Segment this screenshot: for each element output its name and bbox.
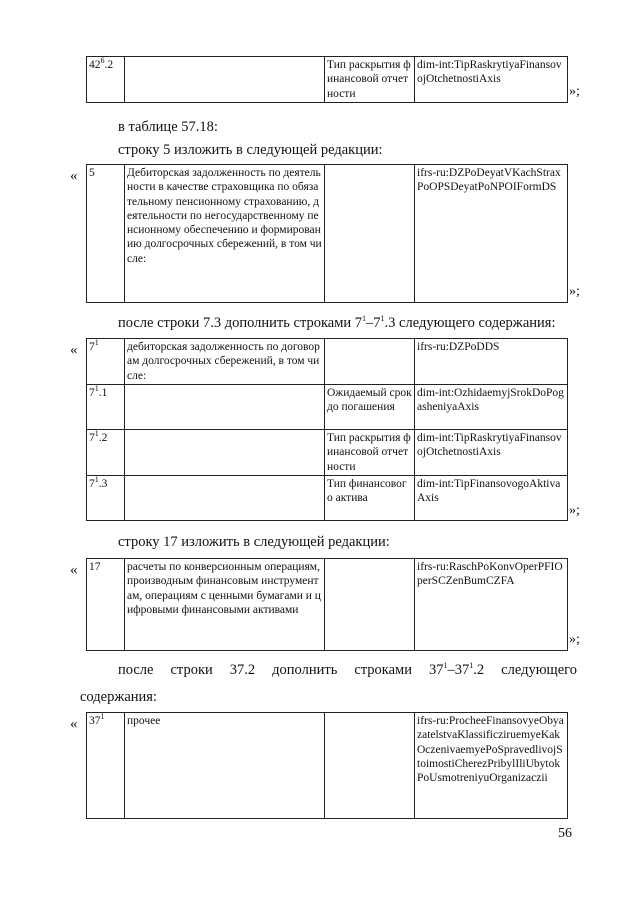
- element-code-cell: dim-int:TipRaskrytiyaFinansovojOtchetnostiAxis: [415, 57, 568, 103]
- closing-quote: »;: [569, 284, 580, 299]
- row-number-cell: $7^1$: [87, 339, 125, 385]
- axis-name-cell: Тип финансового актива: [325, 475, 415, 520]
- table-row: [87, 385, 568, 430]
- row-number-cell: $37^1$: [87, 713, 125, 819]
- table-rows-7-1: [86, 338, 568, 521]
- paragraph-table-ref: в таблице 57.18:: [118, 119, 218, 135]
- element-code-cell: ifrs-ru:DZPoDDS: [415, 339, 568, 385]
- table-row37-1: [86, 712, 568, 819]
- element-code-cell: dim-int:TipFinansovogoAktivaAxis: [415, 475, 568, 520]
- axis-name-cell: [325, 339, 415, 385]
- axis-name-cell: [325, 165, 415, 303]
- paragraph-row37-insert-instruction: после строки 37.2 дополнить строками $37^1-37^1.2$ следующего: [118, 661, 577, 678]
- element-code-cell: ifrs-ru:RaschPoKonvOperPFIOperSCZenBumCZFA: [415, 559, 568, 651]
- row-number-cell: $7^1.3$: [87, 475, 125, 520]
- element-code-cell: ifrs-ru:DZPoDeyatVKachStraxPoOPSDeyatPoNPOIFormDS: [415, 165, 568, 303]
- table-row: [87, 559, 568, 651]
- table-row: [87, 339, 568, 385]
- closing-quote: »;: [569, 84, 580, 99]
- table-row: [87, 475, 568, 520]
- element-code-cell: dim-int:TipRaskrytiyaFinansovojOtchetnostiAxis: [415, 430, 568, 476]
- opening-quote: «: [70, 716, 78, 732]
- axis-name-cell: [325, 713, 415, 819]
- indicator-name-cell: прочее: [125, 713, 325, 819]
- row-number-cell: $7^1.2$: [87, 430, 125, 476]
- indicator-name-cell: дебиторская задолженность по договорам долгосрочных сбережений, в том числе:: [125, 339, 325, 385]
- indicator-name-cell: [125, 430, 325, 476]
- closing-quote: »;: [569, 503, 580, 518]
- row-number-cell: $7^1.1$: [87, 385, 125, 430]
- table-row: [87, 165, 568, 303]
- indicator-name-cell: [125, 385, 325, 430]
- row-number-cell: $42^6.2$: [87, 57, 125, 103]
- indicator-name-cell: [125, 57, 325, 103]
- axis-name-cell: Ожидаемый срок до погашения: [325, 385, 415, 430]
- paragraph-row37-insert-instruction-cont: содержания:: [80, 689, 158, 705]
- table-row17: [86, 558, 568, 651]
- table-row42-continuation: [86, 56, 568, 103]
- element-code-cell: ifrs-ru:ProcheeFinansovyeObyazatelstvaKlassificziruemyeKakOczenivaemyePoSpravedlivojStoimostiCherezPribylIliUbytokPoUsmotreniyuOrganizaczii: [415, 713, 568, 819]
- paragraph-row5-instruction: строку 5 изложить в следующей редакции:: [118, 142, 383, 158]
- page-number: 56: [558, 826, 572, 841]
- paragraph-row17-instruction: строку 17 изложить в следующей редакции:: [118, 534, 390, 550]
- row-number-cell: 5: [87, 165, 125, 303]
- element-code-cell: dim-int:OzhidaemyjSrokDoPogasheniyaAxis: [415, 385, 568, 430]
- opening-quote: «: [70, 168, 78, 184]
- axis-name-cell: [325, 559, 415, 651]
- axis-name-cell: Тип раскрытия финансовой отчетности: [325, 57, 415, 103]
- axis-name-cell: Тип раскрытия финансовой отчетности: [325, 430, 415, 476]
- table-row: [87, 430, 568, 476]
- indicator-name-cell: Дебиторская задолженность по деятельности в качестве страховщика по обязательному пенсионному страхованию, деятельности по негосударственному пенсионному обеспечению и формированию долгосрочных сбережений, в том числе:: [125, 165, 325, 303]
- table-row: [87, 713, 568, 819]
- indicator-name-cell: расчеты по конверсионным операциям, производным финансовым инструментам, операциям с ценными бумагами и цифровыми финансовыми активами: [125, 559, 325, 651]
- row-number-cell: 17: [87, 559, 125, 651]
- opening-quote: «: [70, 342, 78, 358]
- table-row5: [86, 164, 568, 303]
- closing-quote: »;: [569, 632, 580, 647]
- indicator-name-cell: [125, 475, 325, 520]
- opening-quote: «: [70, 562, 78, 578]
- paragraph-row7-insert-instruction: после строки 7.3 дополнить строками $7^1-7^1.3$ следующего содержания:: [118, 314, 556, 331]
- table-row: [87, 57, 568, 103]
